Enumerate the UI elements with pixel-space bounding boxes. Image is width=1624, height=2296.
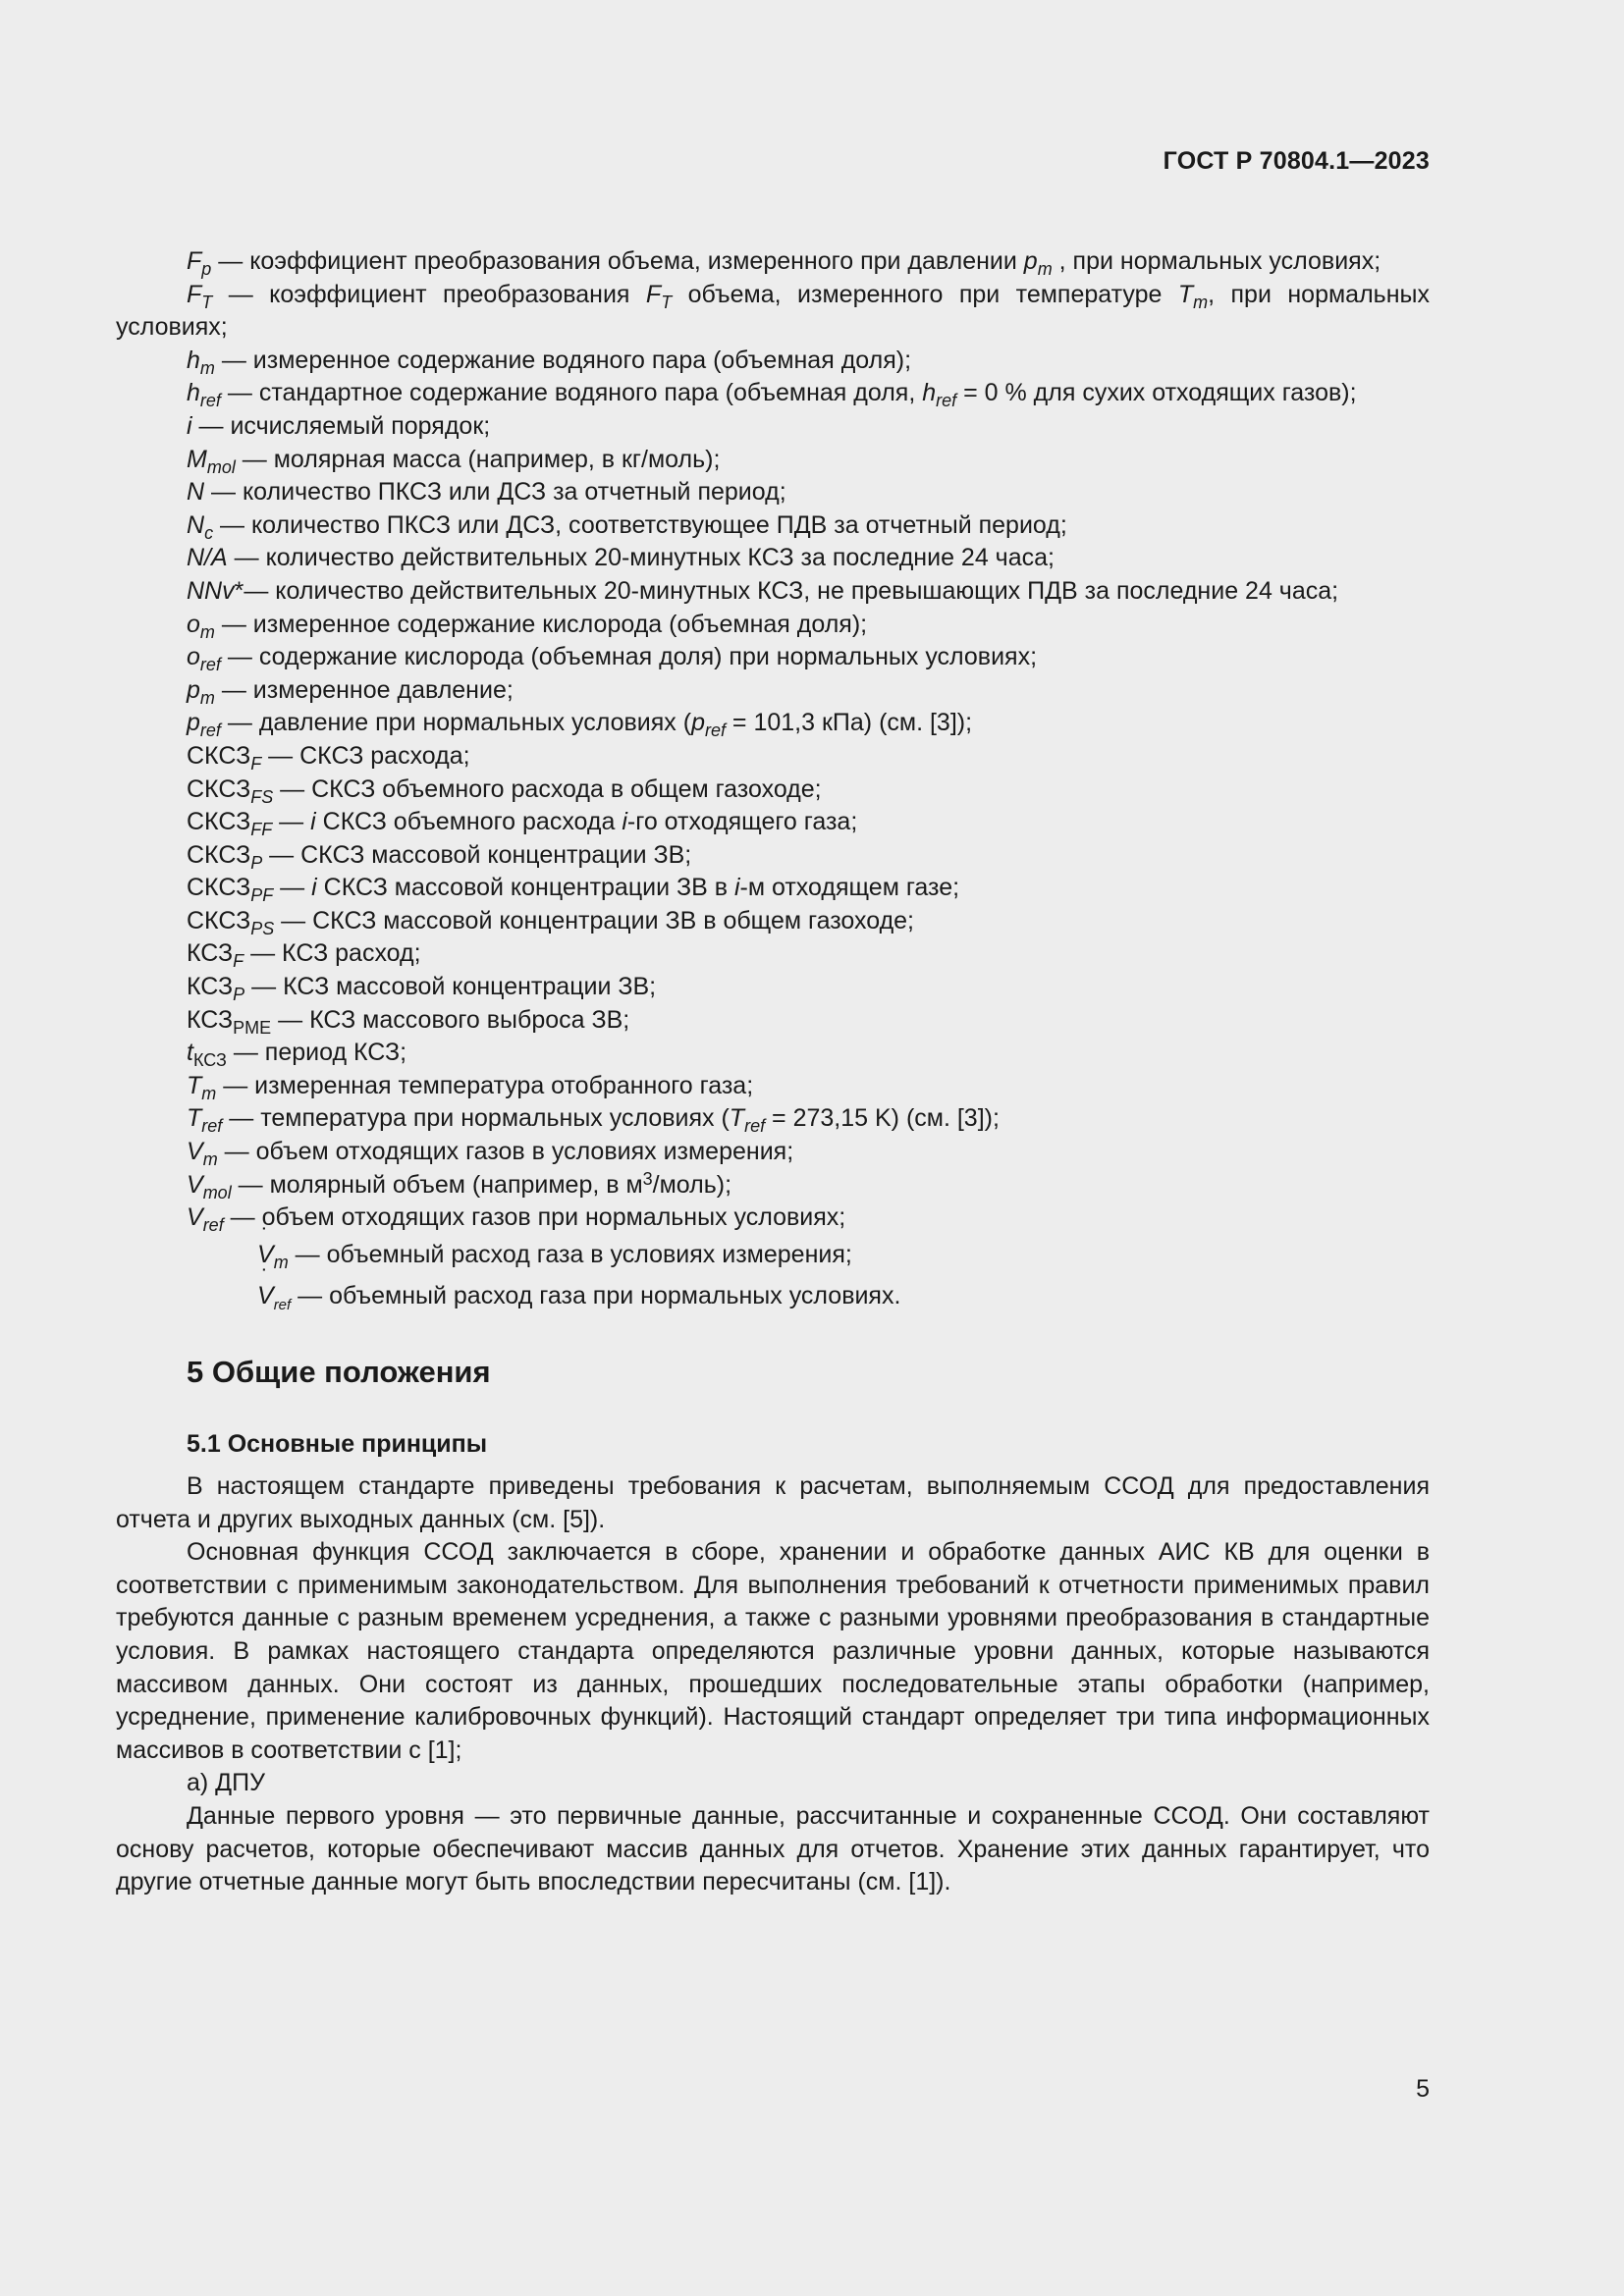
definition-text: — — [272, 808, 311, 836]
definition-item — [116, 641, 1430, 674]
definition-text: СКСЗ массовой концентрации ЗВ в — [316, 874, 734, 902]
subscript: c — [204, 522, 214, 543]
subscript: T — [201, 292, 213, 312]
symbol: p — [691, 709, 705, 737]
subscript: F — [250, 753, 262, 774]
symbol: СКСЗ — [187, 774, 251, 803]
definition-text: — коэффициент преобразования объема, измеренного при давлении — [211, 247, 1024, 275]
symbol: N — [187, 510, 205, 539]
definition-text: — СКСЗ массовой концентрации ЗВ в общем газоходе; — [274, 906, 915, 934]
symbol: t — [187, 1039, 193, 1067]
definition-text: — количество ПКСЗ или ДСЗ, соответствующее ПДВ за отчетный период; — [213, 510, 1067, 539]
symbol: NNv — [187, 576, 235, 605]
definition-item — [116, 937, 1430, 971]
definition-item — [116, 1169, 1430, 1202]
definition-item — [116, 806, 1430, 839]
definition-text: — количество ПКСЗ или ДСЗ за отчетный период; — [204, 478, 786, 507]
definition-item — [116, 509, 1430, 543]
definition-text: — объемный расход газа в условиях измерения; — [288, 1240, 852, 1268]
definition-text: — исчисляемый порядок; — [191, 411, 491, 440]
symbol: СКСЗ — [187, 808, 251, 836]
subscript: mol — [206, 456, 236, 477]
definition-item — [116, 377, 1430, 410]
definition-item — [116, 345, 1430, 378]
paragraph: Основная функция ССОД заключается в сборе, хранении и обработке данных АИС КВ для оценки в соответствии с применимым законодательством. Для выполнения требований к отчетности применимых правил требуются данные с разным временем усреднения, а также с разными уровнями преобразования в стандартные условия. В рамках настоящего стандарта определяются различные уровни данных, которые называются массивом данных. Они состоят из данных, прошедших последовательные этапы обработки (например, усреднение, применение калибровочных функций). Настоящий стандарт определяет три типа информационных массивов в соответствии с [1]; — [116, 1538, 1430, 1764]
symbol: T — [187, 1104, 202, 1133]
subscript: m — [273, 1252, 289, 1272]
definition-text: — СКСЗ расхода; — [261, 741, 470, 770]
definition-text: — стандартное содержание водяного пара (объемная доля, — [220, 379, 923, 407]
definition-item — [116, 872, 1430, 905]
definition-text: объема, измеренного при температуре — [672, 280, 1178, 308]
subscript: ref — [202, 1215, 224, 1236]
symbol: i — [187, 411, 192, 440]
definition-text: — коэффициент преобразования — [212, 280, 646, 308]
definition-text: — измеренная температура отобранного газа; — [216, 1071, 754, 1099]
subscript: ref — [744, 1116, 766, 1137]
symbol: p — [1023, 247, 1038, 275]
subscript: m — [199, 687, 215, 708]
definition-text: — количество действительных 20-минутных КСЗ за последние 24 часа; — [227, 544, 1055, 572]
subscript: PME — [233, 1017, 272, 1038]
symbol: СКСЗ — [187, 874, 251, 902]
paragraph: Данные первого уровня — это первичные данные, рассчитанные и сохраненные ССОД. Они составляют основу расчетов, которые обеспечивают массив данных для отчетов. Хранение этих данных гарантирует, что другие отчетные данные могут быть впоследствии пересчитаны (см. [1]). — [116, 1801, 1430, 1896]
definition-text: — объем отходящих газов в условиях измерения; — [217, 1138, 794, 1166]
symbol: V — [187, 1170, 203, 1199]
symbols-list — [116, 245, 1430, 1313]
symbol-with-dot: ˙ V — [187, 1239, 274, 1272]
definition-text: = 101,3 кПа) (см. [3]); — [725, 709, 973, 737]
subscript: FF — [250, 820, 273, 840]
symbol: M — [187, 445, 207, 473]
symbol: i — [622, 808, 627, 836]
symbol: h — [922, 379, 937, 407]
section-heading: 5 Общие положения — [187, 1355, 491, 1389]
definition-item — [116, 1239, 1430, 1272]
subscript: КСЗ — [192, 1050, 227, 1071]
subscript: m — [1037, 259, 1053, 279]
definition-item — [116, 1037, 1430, 1070]
definition-text: — измеренное содержание кислорода (объемная доля); — [214, 610, 868, 638]
subscript: P — [250, 852, 263, 873]
symbol-with-dot: ˙ V — [187, 1280, 274, 1313]
definition-item — [116, 279, 1430, 345]
definition-text: — КСЗ массового выброса ЗВ; — [271, 1005, 630, 1034]
definition-text: = 0 % для сухих отходящих газов); — [956, 379, 1357, 407]
definition-text: — молярная масса (например, в кг/моль); — [235, 445, 721, 473]
paragraph: В настоящем стандарте приведены требования к расчетам, выполняемым ССОД для предоставления отчета и других выходных данных (см. [5]). — [116, 1472, 1430, 1533]
page-number: 5 — [1416, 2075, 1430, 2103]
definition-item — [116, 1201, 1430, 1235]
definition-text: — молярный объем (например, в м — [231, 1170, 643, 1199]
subscript: F — [233, 951, 244, 972]
symbol: T — [1177, 280, 1194, 308]
subscript: ref — [936, 391, 957, 411]
definition-item — [116, 1102, 1430, 1136]
subscript: ref — [201, 1116, 223, 1137]
symbol: СКСЗ — [187, 906, 251, 934]
symbol: КСЗ — [187, 973, 234, 1001]
symbol: i — [310, 808, 316, 836]
symbol: p — [187, 675, 200, 704]
definition-text: , при нормальных условиях; — [116, 280, 1430, 342]
subscript: mol — [202, 1182, 232, 1202]
symbol: T — [729, 1104, 745, 1133]
subsection-heading: 5.1 Основные принципы — [187, 1430, 488, 1458]
definition-text: — — [273, 874, 312, 902]
definition-text: *— количество действительных 20-минутных КСЗ, не превышающих ПДВ за последние 24 часа; — [234, 576, 1339, 605]
symbol: o — [187, 643, 200, 671]
subscript: m — [199, 357, 215, 378]
definition-item — [116, 1280, 1430, 1313]
subscript: ref — [199, 655, 221, 675]
symbol: o — [187, 610, 200, 638]
subscript: m — [202, 1149, 218, 1170]
definition-item — [116, 839, 1430, 873]
definition-item — [116, 740, 1430, 774]
definition-text: — измеренное давление; — [214, 675, 514, 704]
symbol: КСЗ — [187, 939, 234, 968]
definition-text: — объем отходящих газов при нормальных условиях; — [223, 1203, 846, 1232]
definition-item — [116, 476, 1430, 509]
symbol: N/A — [187, 544, 228, 572]
subscript: ref — [199, 721, 221, 741]
symbol: V — [187, 1203, 203, 1232]
definition-item — [116, 707, 1430, 740]
subscript: PS — [250, 918, 275, 938]
definition-text: , при нормальных условиях; — [1052, 247, 1381, 275]
definition-text: — давление при нормальных условиях ( — [220, 709, 692, 737]
definition-item — [116, 674, 1430, 708]
symbol: V — [187, 1138, 203, 1166]
definition-text: = 273,15 K) (см. [3]); — [765, 1104, 1000, 1133]
definition-item — [116, 1136, 1430, 1169]
subscript: FS — [250, 786, 274, 807]
symbol: i — [311, 874, 317, 902]
symbol: F — [187, 280, 202, 308]
definition-text: — содержание кислорода (объемная доля) при нормальных условиях; — [220, 643, 1038, 671]
definition-item — [116, 1004, 1430, 1038]
definition-item — [116, 542, 1430, 575]
symbol: p — [187, 709, 200, 737]
definition-text: СКСЗ объемного расхода — [315, 808, 623, 836]
definition-item — [116, 245, 1430, 279]
page-content — [116, 245, 1430, 1899]
symbol: F — [187, 247, 202, 275]
definition-item — [116, 971, 1430, 1004]
definition-text: — измеренное содержание водяного пара (объемная доля); — [214, 346, 912, 374]
symbol: КСЗ — [187, 1005, 234, 1034]
list-item: а) ДПУ — [187, 1769, 265, 1797]
definition-text: -м отходящем газе; — [739, 874, 960, 902]
definition-text: /моль); — [652, 1170, 732, 1199]
subscript: T — [661, 292, 673, 312]
superscript: 3 — [642, 1168, 653, 1189]
symbol: F — [645, 280, 662, 308]
definition-item — [116, 410, 1430, 444]
subscript: m — [1193, 292, 1209, 312]
definition-item — [116, 774, 1430, 807]
definition-text: — объемный расход газа при нормальных условиях. — [291, 1282, 901, 1310]
definition-text: — СКСЗ объемного расхода в общем газоходе; — [273, 774, 822, 803]
symbol: СКСЗ — [187, 840, 251, 869]
definition-item — [116, 1070, 1430, 1103]
definition-text: — период КСЗ; — [226, 1039, 407, 1067]
definition-text: — КСЗ расход; — [244, 939, 421, 968]
definition-text: — температура при нормальных условиях ( — [222, 1104, 730, 1133]
subscript: ref — [704, 721, 726, 741]
subscript: ref — [273, 1297, 292, 1314]
symbol: h — [187, 346, 200, 374]
subscript: ref — [199, 391, 221, 411]
definition-item — [116, 609, 1430, 642]
subscript: m — [201, 1083, 217, 1103]
definition-item — [116, 444, 1430, 477]
definition-text: — КСЗ массовой концентрации ЗВ; — [244, 973, 657, 1001]
symbol: N — [187, 478, 205, 507]
document-code: ГОСТ Р 70804.1—2023 — [1163, 147, 1430, 175]
definition-text: -го отходящего газа; — [626, 808, 858, 836]
subscript: PF — [250, 885, 274, 906]
subscript: m — [199, 621, 215, 642]
subscript: P — [233, 985, 245, 1005]
definition-item — [116, 905, 1430, 938]
definition-item — [116, 575, 1430, 609]
definition-text: — СКСЗ массовой концентрации ЗВ; — [262, 840, 692, 869]
symbol: T — [187, 1071, 202, 1099]
subscript: p — [201, 259, 212, 279]
symbol: СКСЗ — [187, 741, 251, 770]
symbol: i — [733, 874, 740, 902]
symbol: h — [187, 379, 200, 407]
